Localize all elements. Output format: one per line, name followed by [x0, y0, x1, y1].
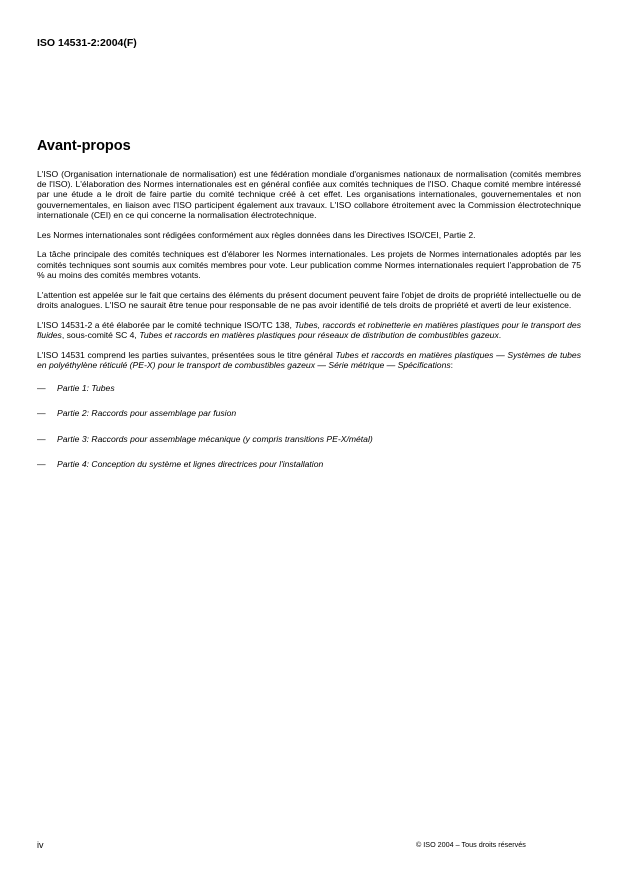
parts-intro-end: :: [450, 359, 454, 370]
paragraph-parts-intro: [37, 350, 581, 370]
list-item: [37, 459, 581, 469]
section-heading: Avant-propos: [37, 138, 131, 154]
paragraph-patent-rights: L'attention est appelée sur le fait que certains des éléments du présent document peuvent faire l'objet de droits de propriété intellectuelle ou de droits analogues. L'ISO ne saurait être tenue pour responsable de ne pas avoir identifié de tels droits de propriété et averti de leur existence.: [37, 289, 581, 310]
general-title: Tubes et raccords en matières plastiques — Systèmes de tubes en polyéthylène réticulé (PE-X) pour le transport de combustibles gazeux — Série métrique — Spécifications: [37, 349, 581, 370]
document-reference: ISO 14531-2:2004(F): [37, 37, 137, 49]
parts-intro-text: L'ISO 14531 comprend les parties suivantes, présentées sous le titre général: [37, 349, 336, 360]
list-dash: —: [37, 459, 46, 470]
list-item: [37, 383, 581, 393]
subcommittee-text: , sous-comité SC 4,: [61, 329, 140, 340]
page-number: iv: [37, 840, 44, 850]
copyright-notice: © ISO 2004 – Tous droits réservés: [416, 840, 526, 849]
paragraph-iso-organisation: L'ISO (Organisation internationale de normalisation) est une fédération mondiale d'organismes nationaux de normalisation (comités membres de l'ISO). L'élaboration des Normes internationales est en général confiée aux comités techniques de l'ISO. Chaque comité membre intéressé par une étude a le droit de faire partie du comité technique créé à cet effet. Les organisations internationales, gouvernementales et non gouvernementales, en liaison avec l'ISO participent également aux travaux. L'ISO collabore étroitement avec la Commission électrotechnique internationale (CEI) en ce qui concerne la normalisation électrotechnique.: [37, 169, 581, 220]
list-dash: —: [37, 408, 46, 419]
prepared-by-text: L'ISO 14531-2 a été élaborée par le comité technique ISO/TC 138,: [37, 319, 295, 330]
part-label: Partie 2: Raccords pour assemblage par fusion: [57, 408, 237, 419]
paragraph-prepared-by: [37, 320, 581, 340]
list-dash: —: [37, 383, 46, 394]
part-label: Partie 4: Conception du système et lignes directrices pour l'installation: [57, 459, 324, 470]
foreword-body: [37, 169, 581, 485]
list-item: [37, 408, 581, 418]
prepared-by-end: .: [498, 329, 502, 340]
list-item: [37, 434, 581, 444]
subcommittee-title: Tubes et raccords en matières plastiques pour réseaux de distribution de combustibles gazeux: [139, 329, 499, 340]
paragraph-technical-committees: La tâche principale des comités techniques est d'élaborer les Normes internationales. Les projets de Normes internationales adoptés par les comités techniques sont soumis aux comités membres pour vote. Leur publication comme Normes internationales requiert l'approbation de 75 % au moins des comités membres votants.: [37, 249, 581, 280]
part-label: Partie 1: Tubes: [57, 383, 115, 394]
committee-title: Tubes, raccords et robinetterie en matières plastiques pour le transport des fluides: [37, 319, 581, 340]
part-label: Partie 3: Raccords pour assemblage mécanique (y compris transitions PE-X/métal): [57, 433, 373, 444]
list-dash: —: [37, 433, 46, 444]
paragraph-directives: Les Normes internationales sont rédigées conformément aux règles données dans les Directives ISO/CEI, Partie 2.: [37, 229, 476, 240]
